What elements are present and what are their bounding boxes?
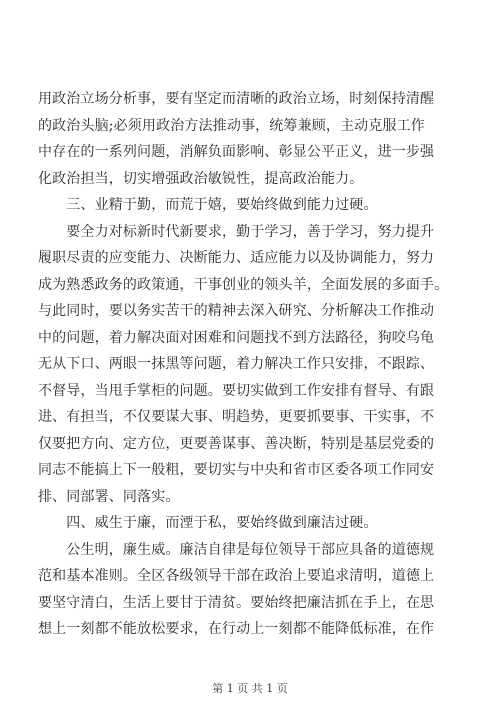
text-line: 范和基本准则。全区各级领导干部在政治上要追求清明，道德上 bbox=[38, 568, 435, 584]
text-line: 无从下口、两眼一抹黑等问题，着力解决工作只安排，不跟踪、 bbox=[38, 356, 435, 372]
text-line: 用政治立场分析事，要有坚定而清晰的政治立场，时刻保持清醒 bbox=[38, 91, 435, 107]
text-line: 公生明，廉生威。廉洁自律是每位领导干部应具备的道德规 bbox=[38, 541, 435, 558]
page-footer: 第 1 页 共 1 页 bbox=[212, 682, 288, 695]
text-line: 履职尽责的应变能力、决断能力、适应能力以及协调能力，努力 bbox=[38, 250, 435, 266]
text-line: 进、有担当，不仅要谋大事、明趋势，更要抓要事、干实事，不 bbox=[38, 409, 435, 425]
body-text bbox=[38, 86, 462, 643]
text-line: 化政治担当，切实增强政治敏锐性，提高政治能力。 bbox=[38, 170, 364, 187]
text-line: 中的问题，着力解决面对困难和问题找不到方法路径，狗咬乌龟 bbox=[38, 329, 435, 346]
section-heading: 三、业精于勤，而荒于嬉，要始终做到能力过硬。 bbox=[38, 197, 378, 213]
text-line: 成为熟悉政务的政策通，干事创业的领头羊，全面发展的多面手。 bbox=[38, 276, 449, 293]
text-line: 想上一刻都不能放松要求，在行动上一刻都不能降低标准，在作 bbox=[38, 621, 435, 637]
text-line: 与此同时，要以务实苦干的精神去深入研究、分析解决工作推动 bbox=[38, 303, 435, 319]
text-line: 要坚守清白，生活上要甘于清贫。要始终把廉洁抓在手上，在思 bbox=[38, 594, 435, 611]
text-line: 的政治头脑;必须用政治方法推动事，统筹兼顾，主动克服工作 bbox=[38, 117, 425, 134]
section-heading: 四、威生于廉，而湮于私，要始终做到廉洁过硬。 bbox=[38, 515, 378, 531]
text-line: 不督导，当甩手掌柜的问题。要切实做到工作安排有督导、有跟 bbox=[38, 382, 435, 399]
text-line: 中存在的一系列问题，消解负面影响、彰显公平正义，进一步强 bbox=[38, 144, 435, 160]
text-line: 排、同部署、同落实。 bbox=[38, 488, 180, 505]
text-line: 同志不能搞上下一般粗，要切实与中央和省市区委各项工作同安 bbox=[38, 462, 435, 478]
text-line: 仅要把方向、定方位，更要善谋事、善决断，特别是基层党委的 bbox=[38, 435, 435, 452]
text-line: 要全力对标新时代新要求，勤于学习，善于学习，努力提升 bbox=[38, 223, 435, 240]
